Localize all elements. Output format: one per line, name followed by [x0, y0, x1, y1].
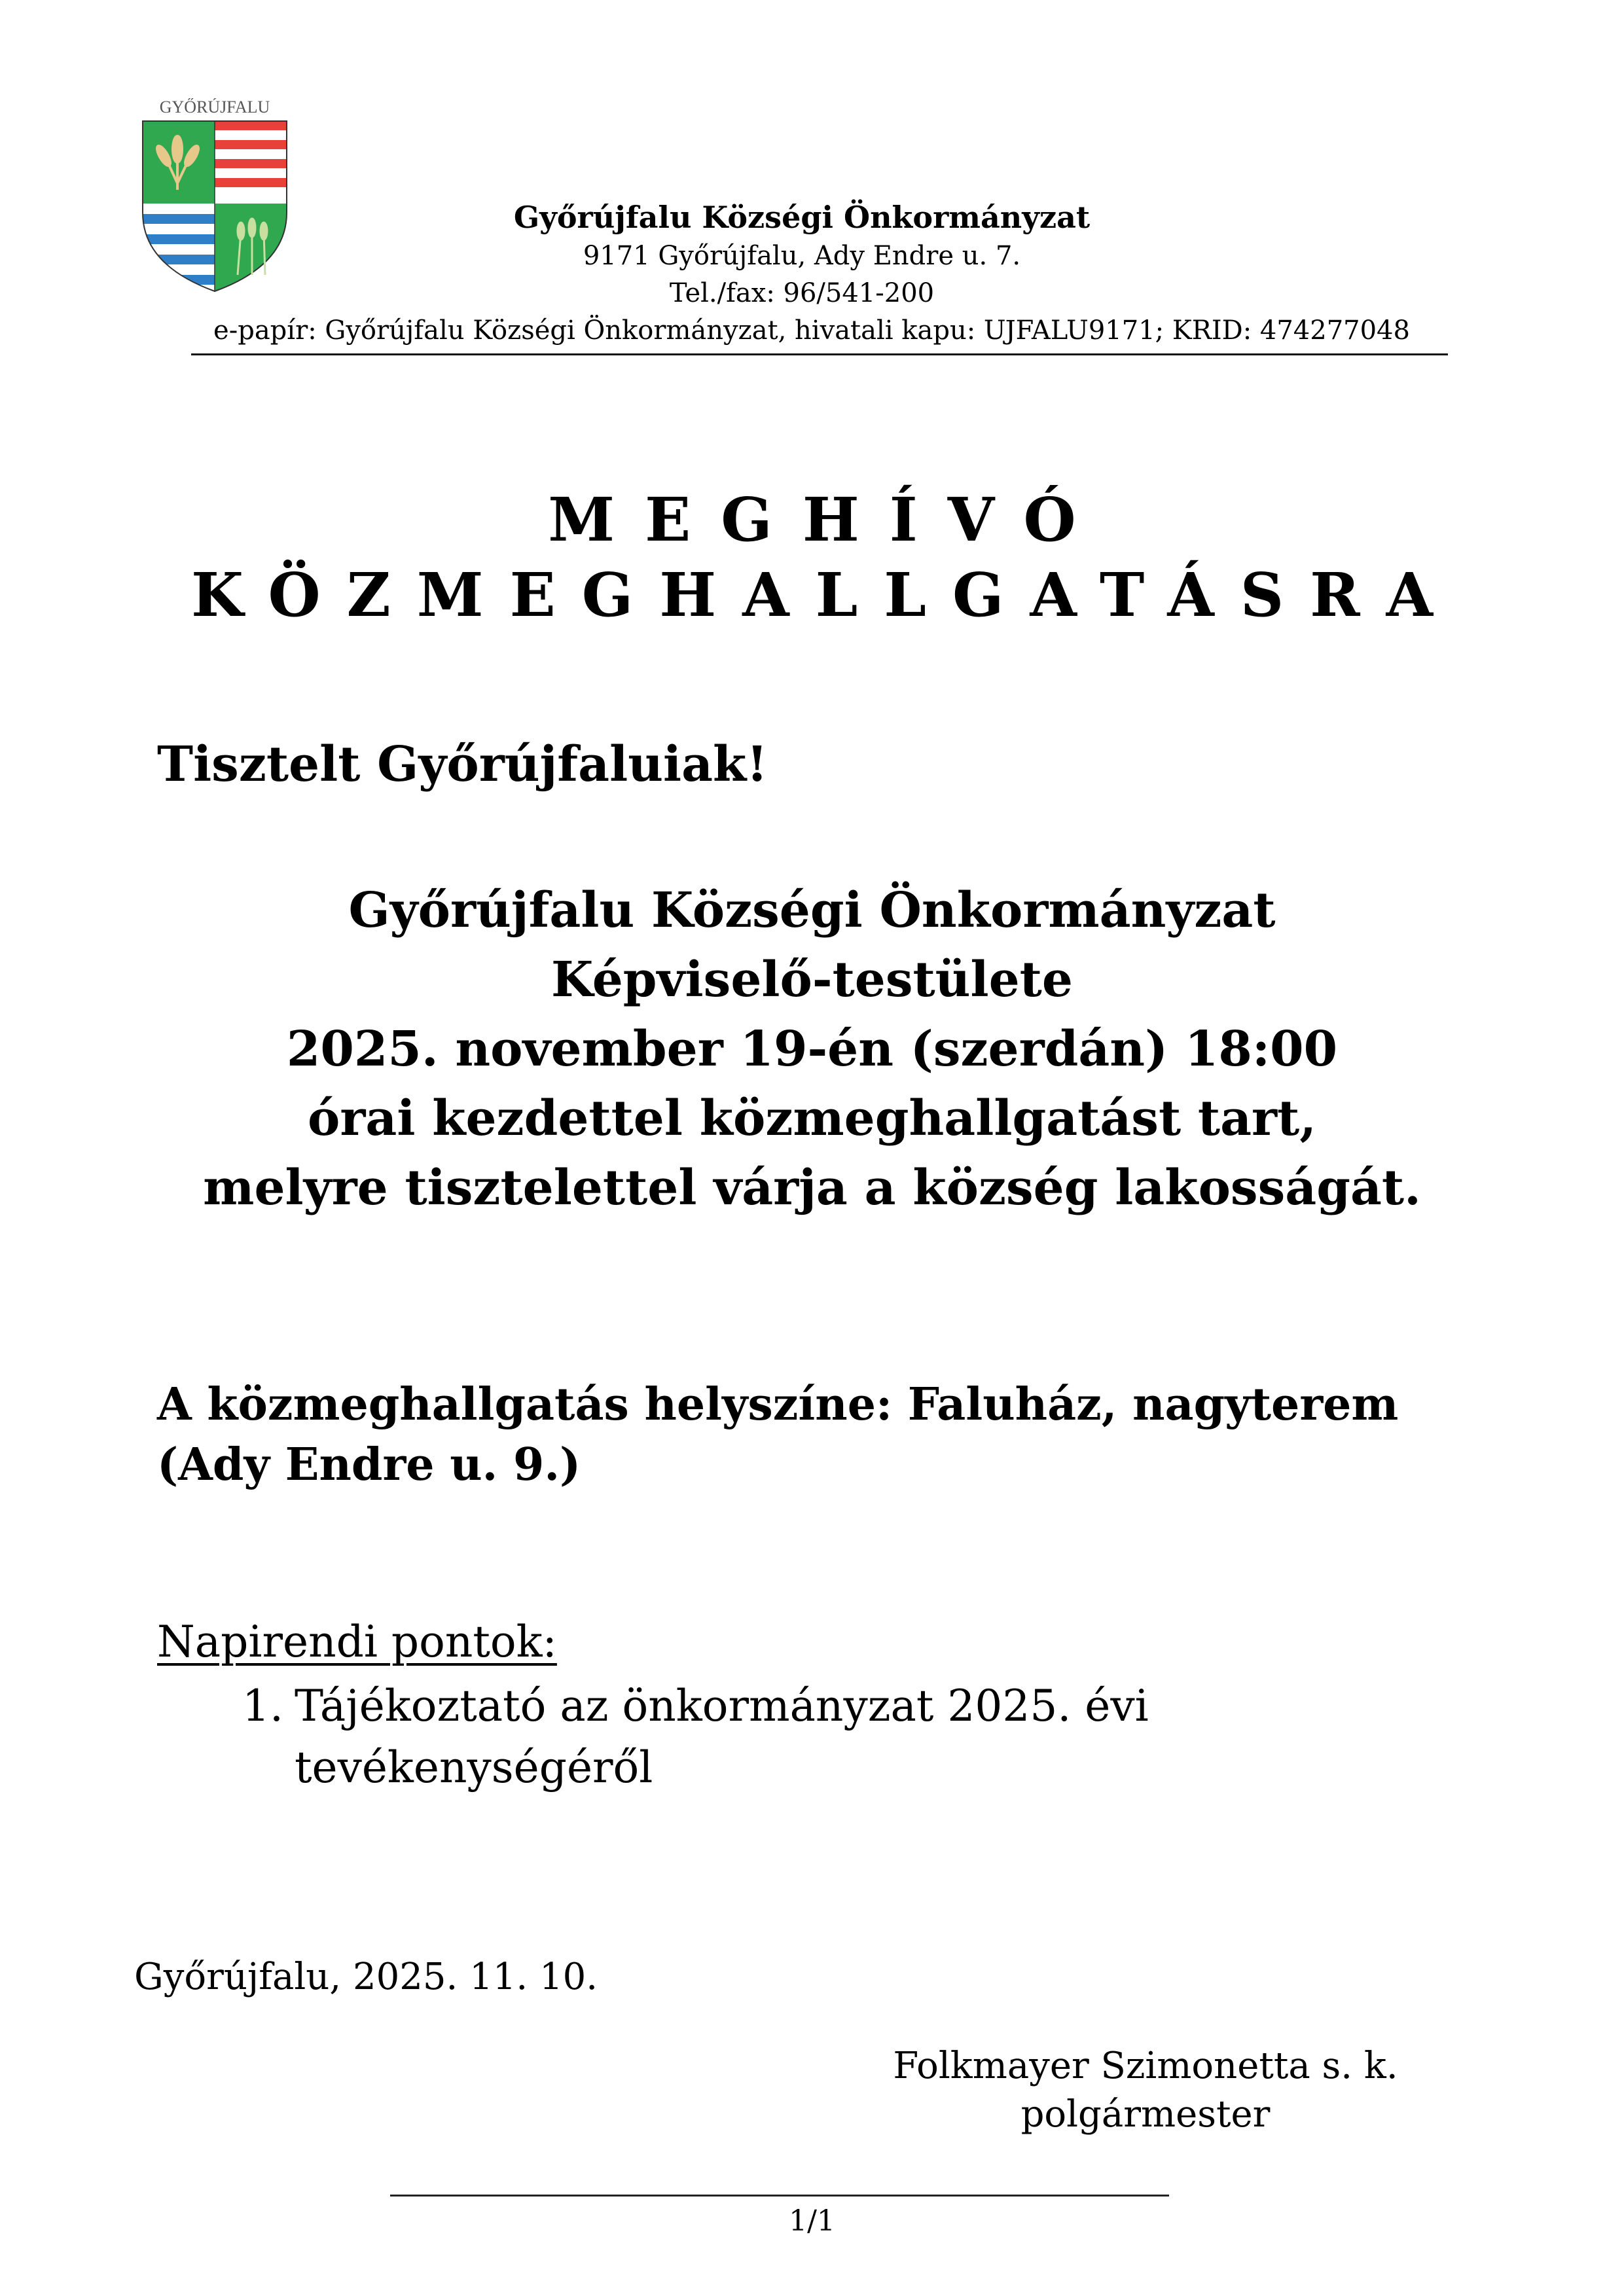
- organization-telfax: Tel./fax: 96/541-200: [669, 278, 935, 308]
- body-line: melyre tisztelettel várja a község lakosságát.: [203, 1160, 1421, 1216]
- signer-role: polgármester: [1020, 2093, 1271, 2136]
- body-line: Képviselő-testülete: [551, 952, 1073, 1008]
- document-title-line2: KÖZMEGHALLGATÁSRA: [190, 560, 1459, 630]
- venue-address: (Ady Endre u. 9.): [157, 1439, 581, 1491]
- document-title-line1: MEGHÍVÓ: [548, 484, 1106, 555]
- organization-epapir: e-papír: Győrújfalu Községi Önkormányzat, hivatali kapu: UJFALU9171; KRID: 474277048: [213, 315, 1410, 346]
- agenda-item: [242, 1676, 1149, 1799]
- svg-text:GYŐRÚJFALU: GYŐRÚJFALU: [159, 98, 270, 117]
- body-line: 2025. november 19-én (szerdán) 18:00: [286, 1021, 1338, 1077]
- body-line: Győrújfalu Községi Önkormányzat: [348, 882, 1276, 939]
- venue-line: A közmeghallgatás helyszíne: Faluház, nagyterem: [157, 1378, 1399, 1431]
- agenda-heading: Napirendi pontok:: [157, 1617, 557, 1667]
- greeting: Tisztelt Győrújfaluiak!: [157, 736, 768, 793]
- coat-of-arms: [139, 98, 290, 295]
- agenda-item-number: 1.: [242, 1681, 283, 1731]
- announcement-body: [0, 876, 1624, 1223]
- place-and-date: Győrújfalu, 2025. 11. 10.: [134, 1956, 598, 1998]
- agenda-item-text: Tájékoztató az önkormányzat 2025. évi: [295, 1681, 1149, 1731]
- signature-block: [851, 2042, 1440, 2139]
- header-divider: [191, 353, 1448, 355]
- agenda-item-text-continued: tevékenységéről: [295, 1742, 653, 1793]
- footer-divider: [390, 2195, 1169, 2197]
- page-number: 1/1: [789, 2204, 835, 2238]
- organization-address: 9171 Győrújfalu, Ady Endre u. 7.: [583, 241, 1021, 271]
- coat-of-arms-icon: [139, 98, 290, 295]
- signer-name: Folkmayer Szimonetta s. k.: [893, 2045, 1398, 2087]
- body-line: órai kezdettel közmeghallgatást tart,: [308, 1090, 1316, 1147]
- organization-name: Győrújfalu Községi Önkormányzat: [513, 200, 1091, 235]
- venue: [157, 1374, 1398, 1495]
